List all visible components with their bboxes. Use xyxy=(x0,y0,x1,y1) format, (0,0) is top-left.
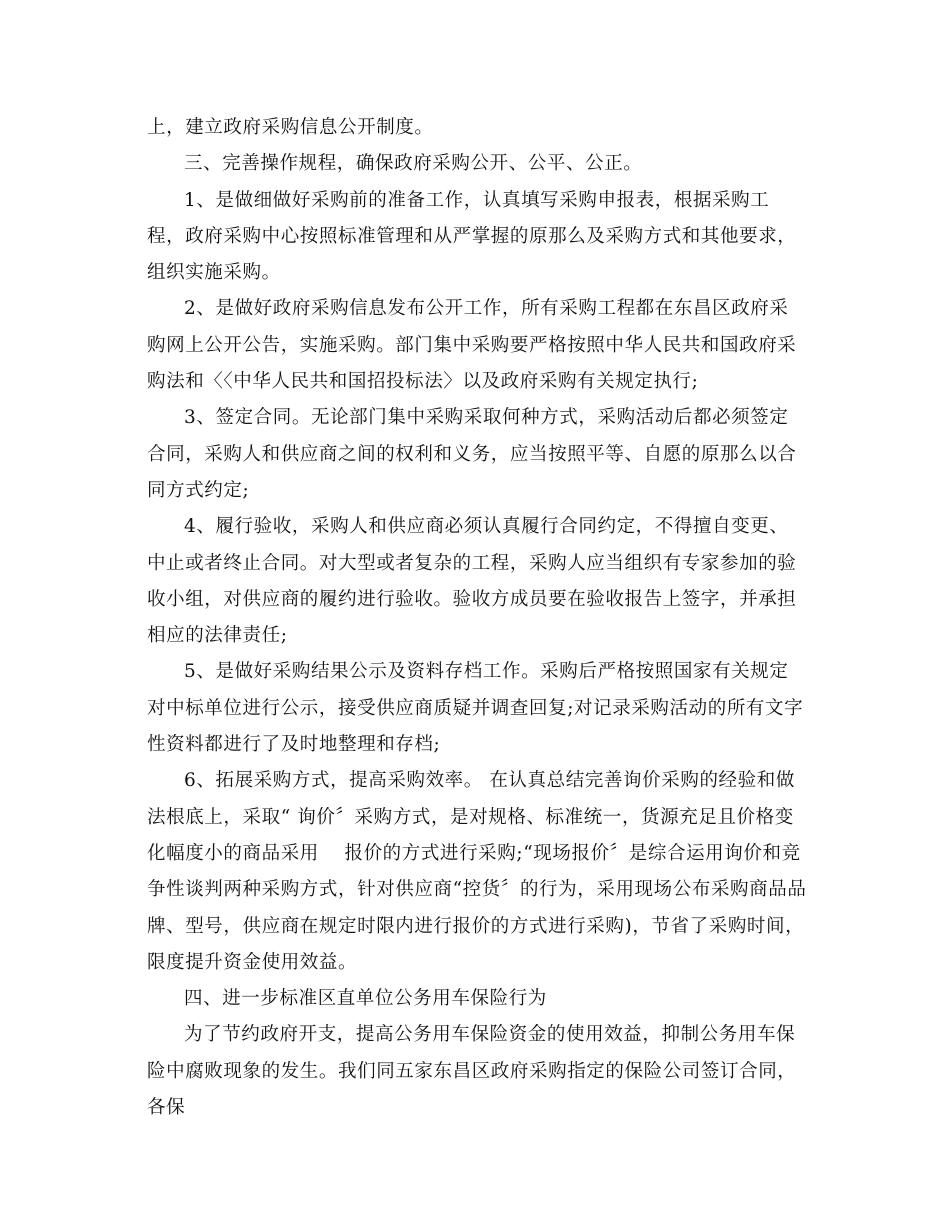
paragraph-6: 4、履行验收，采购人和供应商必须认真履行合同约定，不得擅自变更、中止或者终止合同。对大型或者复杂的工程，采购人应当组织有专家参加的验收小组，对供应商的履约进行验收。验收方成员要在验收报告上签字，并承担相应的法律责任; xyxy=(147,516,797,647)
document-body xyxy=(147,110,807,1126)
paragraph-10: 为了节约政府开支，提高公务用车保险资金的使用效益，抑制公务用车保险中腐败现象的发生。我们同五家东昌区政府采购指定的保险公司签订合同，各保 xyxy=(147,1024,797,1119)
paragraph-9: 四、进一步标准区直单位公务用车保险行为 xyxy=(184,988,547,1010)
paragraph-2: 三、完善操作规程，确保政府采购公开、公平、公正。 xyxy=(184,153,643,175)
paragraph-7: 5、是做好采购结果公示及资料存档工作。采购后严格按照国家有关规定对中标单位进行公示，接受供应商质疑并调查回复;对记录采购活动的所有文字性资料都进行了及时地整理和存档; xyxy=(147,661,804,756)
paragraph-8: 6、拓展采购方式，提高采购效率。 在认真总结完善询价采购的经验和做法根底上，采取“ 询价〞采购方式，是对规格、标准统一，货源充足且价格变化幅度小的商品采用 报价的方式进行采购;“现场报价〞是综合运用询价和竞争性谈判两种采购方式，针对供应商“控货〞的行为，采用现场公布采购商品品牌、型号，供应商在规定时限内进行报价的方式进行采购)，节省了采购时间，限度提升资金使用效益。 xyxy=(147,770,807,973)
paragraph-3: 1、是做细做好采购前的准备工作，认真填写采购申报表，根据采购工程，政府采购中心按照标准管理和从严掌握的原那么及采购方式和其他要求，组织实施采购。 xyxy=(147,189,797,284)
paragraph-4: 2、是做好政府采购信息发布公开工作，所有采购工程都在东昌区政府采购网上公开公告，实施采购。部门集中采购要严格按照中华人民共和国政府采购法和〈〈中华人民共和国招投标法〉以及政府采购有关规定执行; xyxy=(147,298,797,393)
paragraph-1: 上，建立政府采购信息公开制度。 xyxy=(147,117,434,138)
paragraph-5: 3、签定合同。无论部门集中采购采取何种方式，采购活动后都必须签定合同，采购人和供应商之间的权利和义务，应当按照平等、自愿的原那么以合同方式约定; xyxy=(147,407,797,501)
